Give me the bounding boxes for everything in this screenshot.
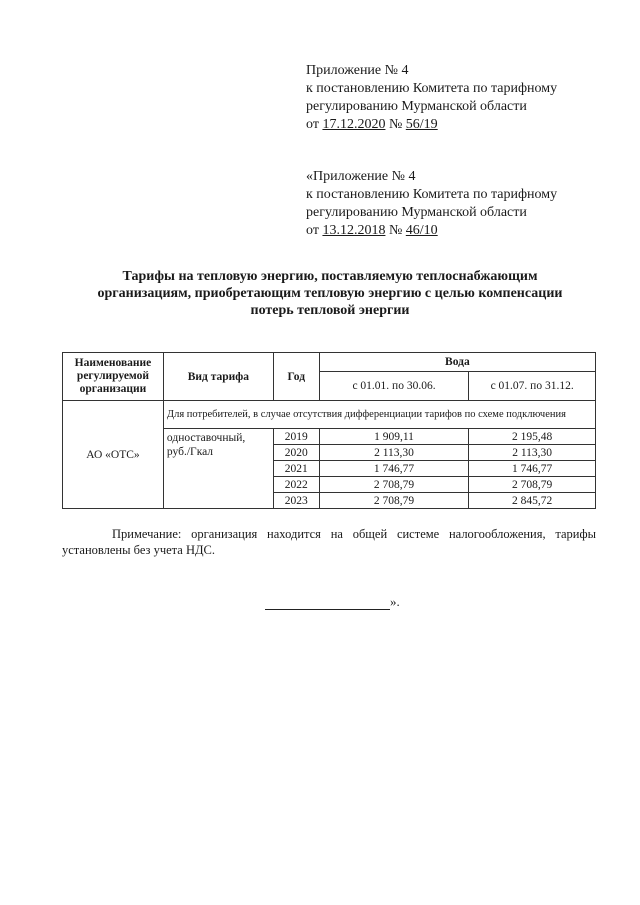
appendix-number: 56/19 — [405, 117, 438, 132]
title-line-2: организациям, приобретающим тепловую энергию с целью компенсации — [97, 286, 563, 301]
appendix-date-line — [306, 116, 557, 134]
appendix-reference: к постановлению Комитета по тарифному — [306, 187, 558, 202]
row-value-period-1: 2 113,30 — [319, 445, 469, 461]
organization-name: АО «ОТС» — [63, 401, 164, 509]
row-value-period-1: 1 746,77 — [319, 461, 469, 477]
closing-quote: ». — [390, 594, 400, 609]
row-year: 2023 — [273, 493, 319, 509]
header-period-2: с 01.07. по 31.12. — [469, 372, 596, 401]
date-prefix: от — [306, 223, 323, 238]
appendix-number: 46/10 — [405, 223, 438, 238]
row-value-period-1: 1 909,11 — [319, 429, 469, 445]
row-year: 2019 — [273, 429, 319, 445]
number-prefix: № — [385, 223, 406, 238]
closing-signature — [265, 594, 400, 610]
title-line-1: Тарифы на тепловую энергию, поставляемую теплоснабжающим — [122, 269, 538, 284]
row-value-period-1: 2 708,79 — [319, 493, 469, 509]
row-year: 2020 — [273, 445, 319, 461]
header-water: Вода — [319, 353, 595, 372]
appendix-reference: к постановлению Комитета по тарифному — [306, 81, 558, 96]
row-value-period-1: 2 708,79 — [319, 477, 469, 493]
row-value-period-2: 2 195,48 — [469, 429, 596, 445]
appendix-title: Приложение № 4 — [306, 63, 409, 78]
appendix-title: «Приложение № 4 — [306, 169, 416, 184]
date-prefix: от — [306, 117, 323, 132]
header-organization: Наименование регулируемой организации — [63, 353, 164, 401]
row-value-period-2: 2 845,72 — [469, 493, 596, 509]
title-line-3: потерь тепловой энергии — [250, 303, 410, 318]
row-year: 2021 — [273, 461, 319, 477]
appendix-date-line — [306, 222, 557, 240]
tax-note: Примечание: организация находится на общей системе налогообложения, тарифы установлены без учета НДС. — [62, 527, 596, 557]
tariff-table — [62, 352, 596, 509]
signature-line — [265, 597, 390, 610]
header-tariff-type: Вид тарифа — [163, 353, 273, 401]
tariff-label: одноставочный, руб./Гкал — [163, 429, 273, 509]
header-period-1: с 01.01. по 30.06. — [319, 372, 469, 401]
row-value-period-2: 1 746,77 — [469, 461, 596, 477]
appendix-header-current — [306, 62, 557, 134]
category-note: Для потребителей, в случае отсутствия дифференциации тарифов по схеме подключения — [163, 401, 595, 429]
row-value-period-2: 2 708,79 — [469, 477, 596, 493]
number-prefix: № — [385, 117, 406, 132]
appendix-header-previous — [306, 168, 557, 240]
appendix-date: 13.12.2018 — [322, 223, 386, 238]
appendix-authority: регулированию Мурманской области — [306, 205, 527, 220]
row-value-period-2: 2 113,30 — [469, 445, 596, 461]
appendix-authority: регулированию Мурманской области — [306, 99, 527, 114]
row-year: 2022 — [273, 477, 319, 493]
appendix-date: 17.12.2020 — [322, 117, 386, 132]
document-title — [60, 268, 600, 319]
header-year: Год — [273, 353, 319, 401]
